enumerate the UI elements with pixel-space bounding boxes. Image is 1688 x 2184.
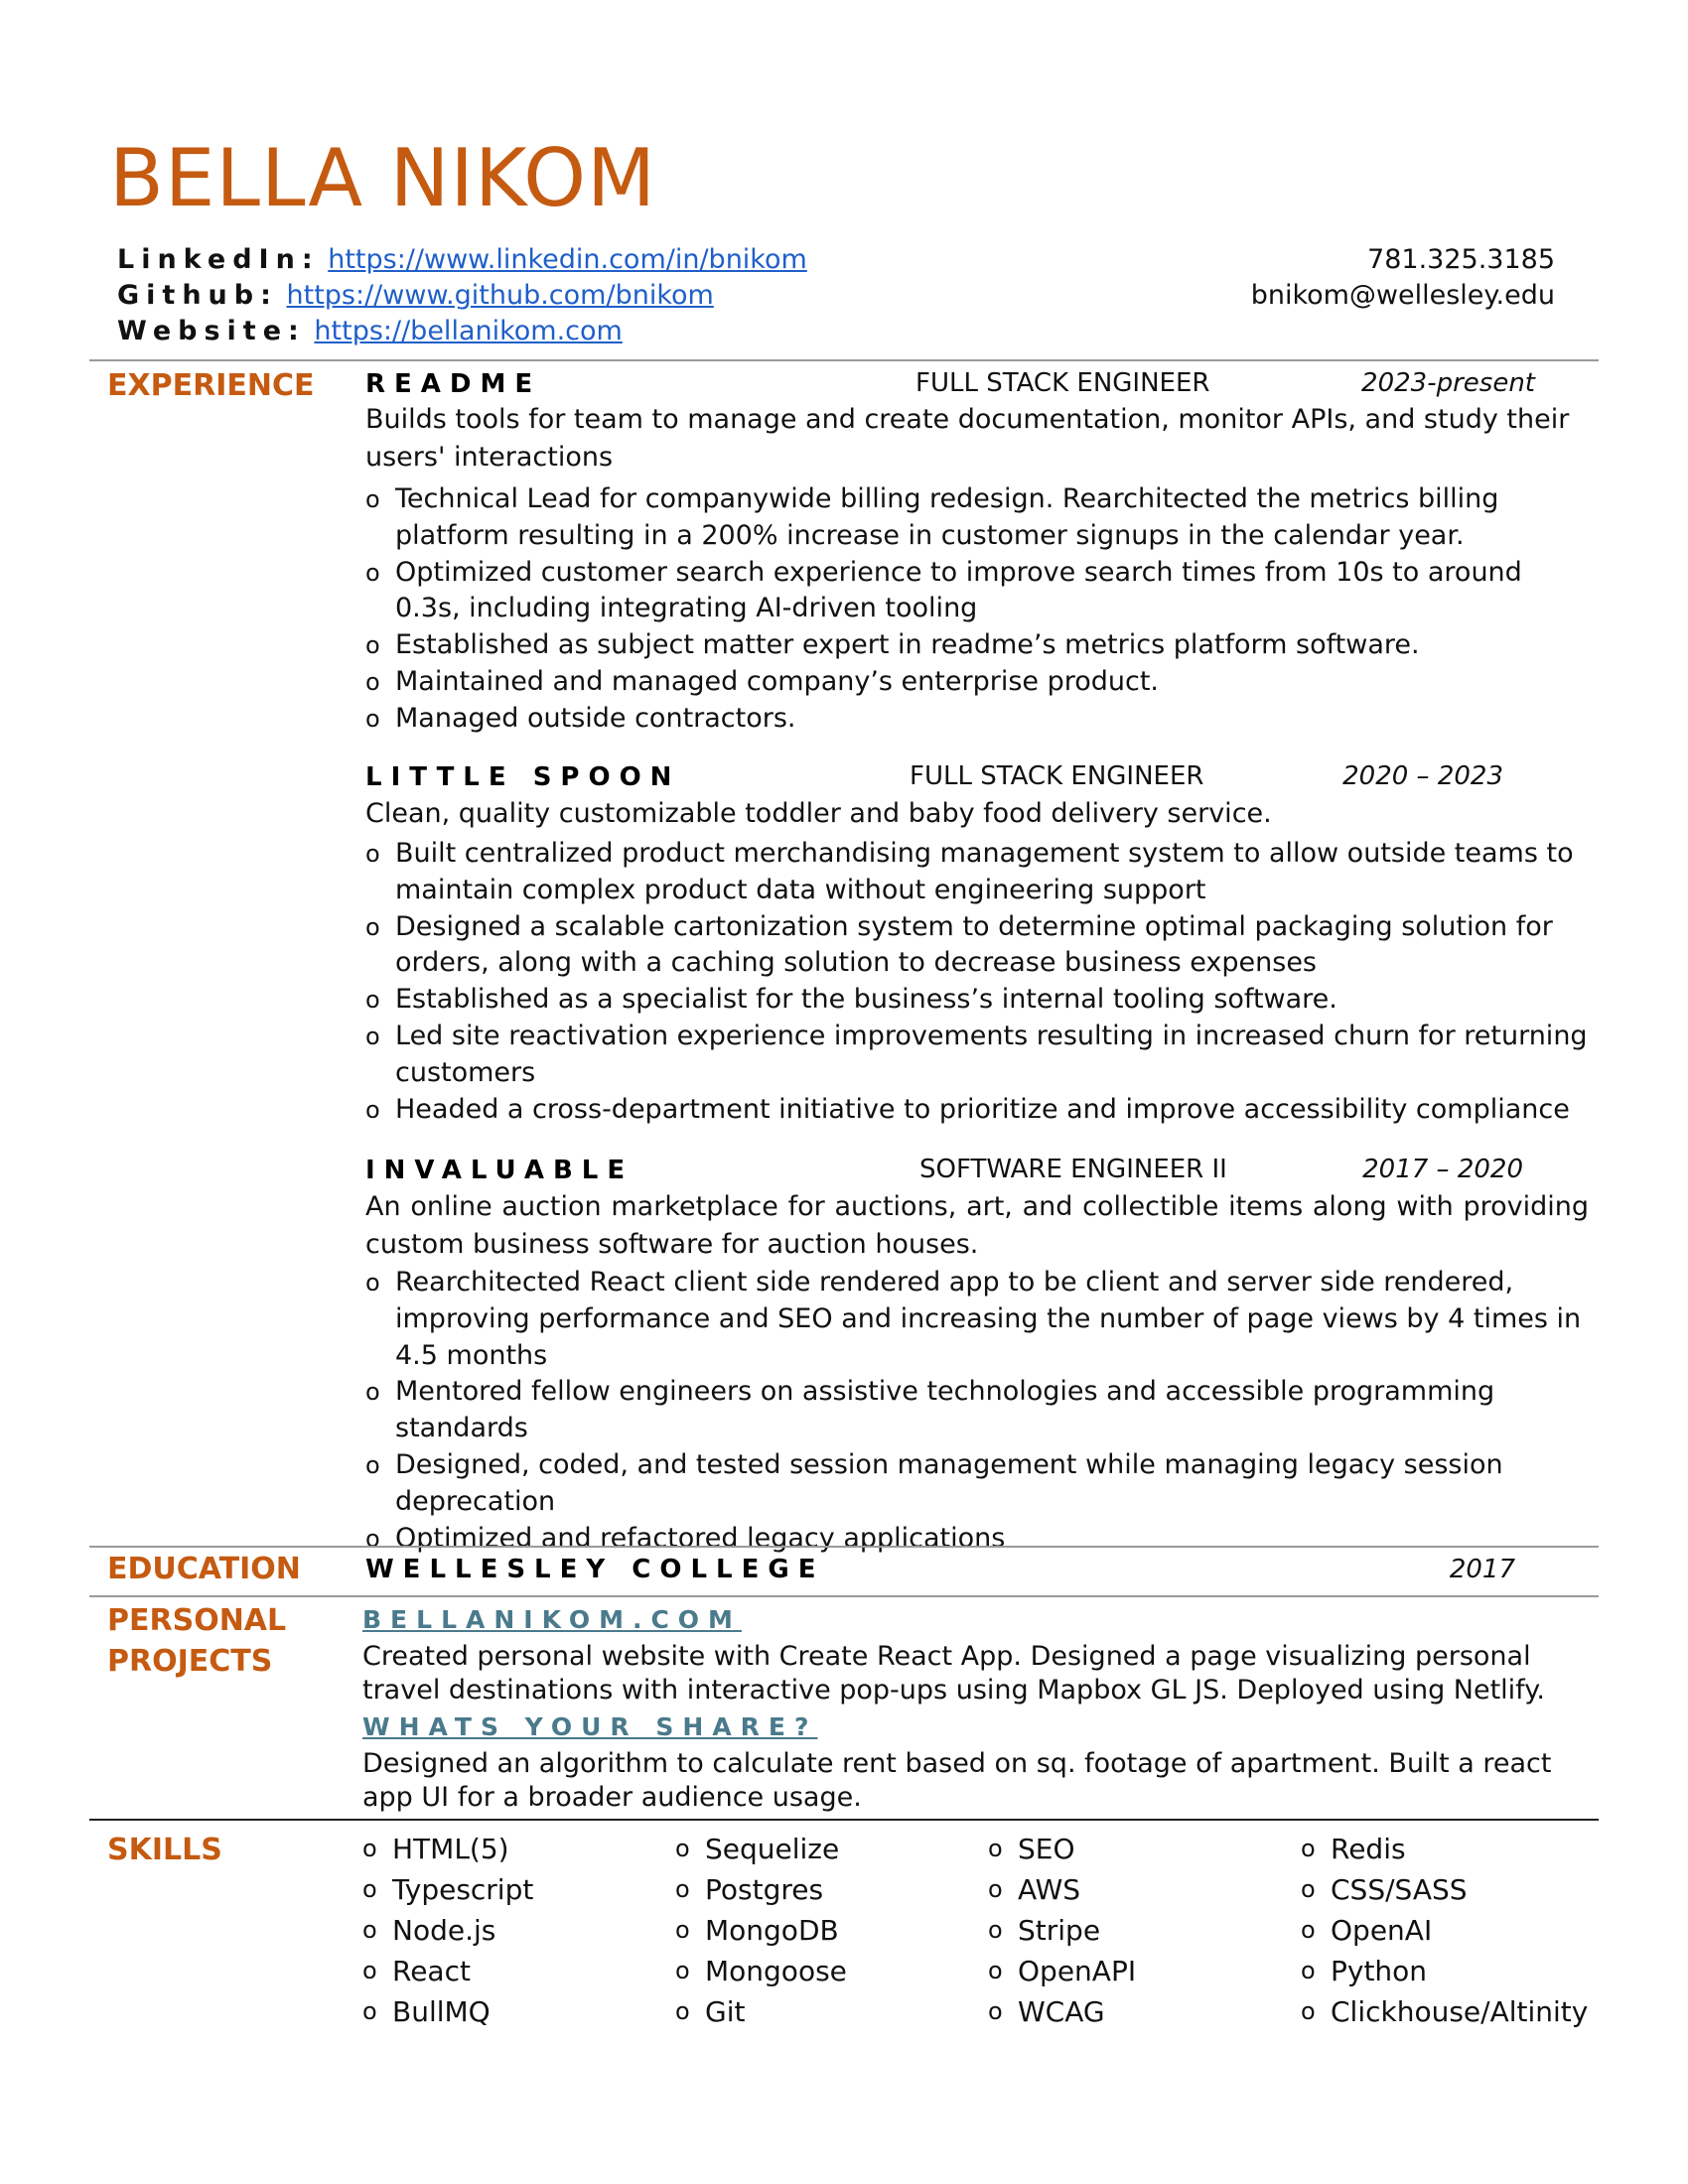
contact-website (117, 314, 623, 349)
job-role: SOFTWARE ENGINEER II (919, 1155, 1227, 1184)
list-item: o Built centralized product merchandising management system to allow outside teams to maintain complex product data without engineering support (365, 836, 1589, 909)
list-item: o Designed a scalable cartonization system to determine optimal packaging solution for orders, along with a caching solution to decrease business expenses (365, 909, 1589, 983)
list-item: o Optimized and refactored legacy applications (365, 1521, 1589, 1558)
contact-github (117, 278, 714, 314)
section-education-title: EDUCATION (107, 1552, 301, 1586)
list-item: o Established as subject matter expert in readme’s metrics platform software. (365, 627, 1589, 664)
skill-item: o SEO (988, 1829, 1286, 1869)
list-item: o Established as a specialist for the business’s internal tooling software. (365, 982, 1589, 1019)
skills-column (675, 1829, 973, 2032)
list-item: o Rearchitected React client side rendered app to be client and server side rendered, improving performance and SEO and increasing the number of page views by 4 times in 4.5 months (365, 1265, 1589, 1374)
list-item: o Headed a cross-department initiative to prioritize and improve accessibility compliance (365, 1092, 1589, 1129)
list-item: o Designed, coded, and tested session management while managing legacy session deprecation (365, 1447, 1589, 1521)
github-link[interactable]: https://www.github.com/bnikom (286, 280, 714, 311)
project-link[interactable]: BELLANIKOM.COM (362, 1605, 742, 1634)
divider (89, 359, 1599, 361)
section-projects-title-line1: PERSONAL (107, 1603, 287, 1638)
skill-item: o BullMQ (362, 1991, 660, 2032)
job-company: LITTLE SPOON (365, 762, 681, 792)
skill-item: o Redis (1301, 1829, 1599, 1869)
section-projects-title-line2: PROJECTS (107, 1644, 273, 1679)
phone-number: 781.325.3185 (1367, 244, 1555, 275)
section-experience-title: EXPERIENCE (107, 368, 315, 403)
job-dates: 2023-present (1361, 368, 1535, 398)
job-description: Builds tools for team to manage and create documentation, monitor APIs, and study their users' interactions (365, 404, 1570, 473)
divider (89, 1819, 1599, 1821)
skills-list (362, 1829, 660, 2032)
skill-item: o OpenAPI (988, 1951, 1286, 1991)
skills-column (988, 1829, 1286, 2032)
skill-item: o HTML(5) (362, 1829, 660, 1869)
skill-item: o Clickhouse/Altinity (1301, 1991, 1599, 2032)
project-description: Created personal website with Create React App. Designed a page visualizing personal travel destinations with interactive pop-ups using Mapbox GL JS. Deployed using Netlify. (362, 1641, 1545, 1706)
project-description: Designed an algorithm to calculate rent based on sq. footage of apartment. Built a react app UI for a broader audience usage. (362, 1748, 1552, 1813)
job-dates: 2020 – 2023 (1342, 761, 1503, 791)
linkedin-link[interactable]: https://www.linkedin.com/in/bnikom (328, 244, 807, 275)
job-bullets (365, 1265, 1589, 1557)
skill-item: o AWS (988, 1869, 1286, 1910)
skill-item: o Postgres (675, 1869, 973, 1910)
skill-item: o Git (675, 1991, 973, 2032)
education-school: WELLESLEY COLLEGE (365, 1555, 825, 1584)
job-company: README (365, 369, 542, 399)
job-dates: 2017 – 2020 (1362, 1155, 1523, 1184)
skills-list (675, 1829, 973, 2032)
skill-item: o Typescript (362, 1869, 660, 1910)
section-projects-title (107, 1600, 286, 1682)
education-year: 2017 (1449, 1555, 1515, 1584)
skill-item: o MongoDB (675, 1910, 973, 1951)
list-item: o Led site reactivation experience improvements resulting in increased churn for returning customers (365, 1019, 1589, 1092)
skills-column (362, 1829, 660, 2032)
job-role: FULL STACK ENGINEER (910, 761, 1204, 791)
project-link[interactable]: WHATS YOUR SHARE? (362, 1712, 818, 1741)
skill-item: o React (362, 1951, 660, 1991)
skills-list (988, 1829, 1286, 2032)
job-description: Clean, quality customizable toddler and baby food delivery service. (365, 798, 1272, 829)
skills-list (1301, 1829, 1599, 2032)
job-role: FULL STACK ENGINEER (915, 368, 1210, 398)
job-bullets (365, 481, 1589, 738)
linkedin-label: LinkedIn: (117, 244, 320, 275)
website-label: Website: (117, 316, 306, 346)
job-bullets (365, 836, 1589, 1128)
list-item: o Maintained and managed company’s enterprise product. (365, 664, 1589, 701)
skills-column (1301, 1829, 1599, 2032)
github-label: Github: (117, 280, 278, 311)
section-skills-title: SKILLS (107, 1833, 222, 1867)
list-item: o Technical Lead for companywide billing redesign. Rearchitected the metrics billing platform resulting in a 200% increase in customer signups in the calendar year. (365, 481, 1589, 555)
divider (89, 1546, 1599, 1548)
skill-item: o WCAG (988, 1991, 1286, 2032)
skill-item: o CSS/SASS (1301, 1869, 1599, 1910)
skill-item: o Mongoose (675, 1951, 973, 1991)
list-item: o Managed outside contractors. (365, 701, 1589, 738)
skill-item: o OpenAI (1301, 1910, 1599, 1951)
list-item: o Mentored fellow engineers on assistive technologies and accessible programming standards (365, 1374, 1589, 1447)
list-item: o Optimized customer search experience to improve search times from 10s to around 0.3s, including integrating AI-driven tooling (365, 555, 1589, 628)
skill-item: o Node.js (362, 1910, 660, 1951)
skill-item: o Sequelize (675, 1829, 973, 1869)
job-description: An online auction marketplace for auctions, art, and collectible items along with providing custom business software for auction houses. (365, 1191, 1589, 1260)
divider (89, 1595, 1599, 1597)
website-link[interactable]: https://bellanikom.com (314, 316, 623, 346)
skill-item: o Python (1301, 1951, 1599, 1991)
skill-item: o Stripe (988, 1910, 1286, 1951)
candidate-name: BELLA NIKOM (109, 132, 657, 224)
email-address: bnikom@wellesley.edu (1250, 280, 1555, 311)
contact-linkedin (117, 242, 807, 278)
job-company: INVALUABLE (365, 1156, 634, 1185)
